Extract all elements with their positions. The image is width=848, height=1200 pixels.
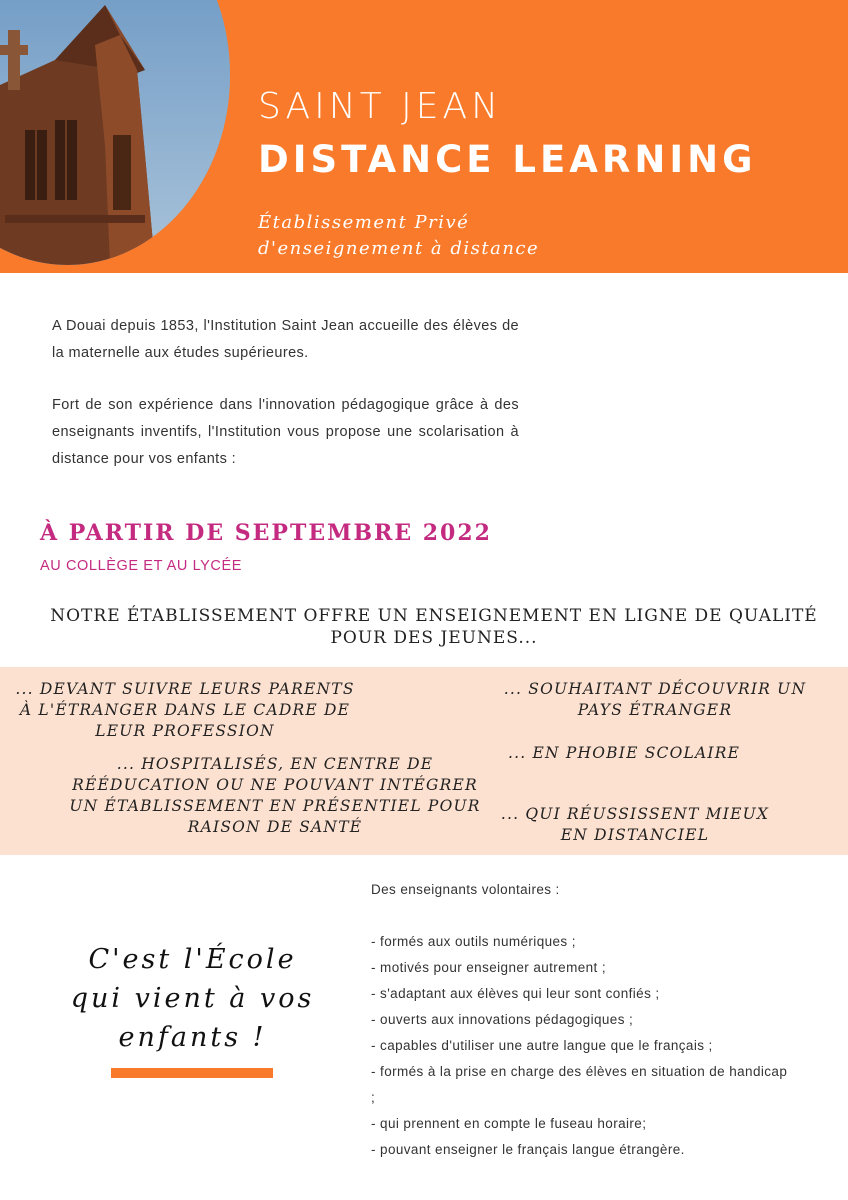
subtitle-line1: Établissement Privé — [258, 212, 470, 233]
audience-school-phobia: ... EN PHOBIE SCOLAIRE — [508, 744, 741, 762]
teacher-item: - ouverts aux innovations pédagogiques ; — [371, 1012, 634, 1027]
teacher-item: - s'adaptant aux élèves qui leur sont confiés ; — [371, 986, 660, 1001]
teacher-item: - motivés pour enseigner autrement ; — [371, 960, 607, 975]
church-tower-illustration — [0, 0, 230, 265]
audience-expat-parents: ... DEVANT SUIVRE LEURS PARENTS À L'ÉTRANGER DANS LE CADRE DE LEUR PROFESSION — [15, 680, 355, 740]
audience-hospitalized: ... HOSPITALISÉS, EN CENTRE DE RÉÉDUCATION OU NE POUVANT INTÉGRER UN ÉTABLISSEMENT EN PRÉSENTIEL POUR RAISON DE SANTÉ — [69, 755, 481, 836]
audience-better-remote: ... QUI RÉUSSISSENT MIEUX EN DISTANCIEL — [500, 805, 770, 844]
church-photo — [0, 0, 230, 265]
title-line2: DISTANCE LEARNING — [258, 138, 757, 181]
slogan-underline — [111, 1068, 273, 1078]
teachers-intro: Des enseignants volontaires : — [371, 882, 560, 897]
teacher-item: - formés aux outils numériques ; — [371, 934, 576, 949]
slogan-line1: C'est l'École — [88, 944, 297, 975]
audience-discover-country: ... SOUHAITANT DÉCOUVRIR UN PAYS ÉTRANGER — [503, 680, 807, 719]
slogan-line3: enfants ! — [118, 1022, 267, 1053]
offer-heading: NOTRE ÉTABLISSEMENT OFFRE UN ENSEIGNEMENT EN LIGNE DE QUALITÉ POUR DES JEUNES... — [50, 606, 818, 648]
september-heading: À PARTIR DE SEPTEMBRE 2022 — [40, 520, 492, 546]
slogan-line2: qui vient à vos — [70, 983, 315, 1014]
teachers-list — [371, 877, 791, 1163]
slogan — [60, 940, 325, 1057]
september-subheading: AU COLLÈGE ET AU LYCÉE — [40, 558, 243, 574]
header-subtitle — [258, 210, 539, 262]
subtitle-line2: d'enseignement à distance — [258, 238, 540, 259]
teacher-item: - formés à la prise en charge des élèves en situation de handicap ; — [371, 1064, 788, 1105]
teacher-item: - qui prennent en compte le fuseau horaire; — [371, 1116, 647, 1131]
title-line1: SAINT JEAN — [258, 86, 503, 127]
intro-paragraph-2: Fort de son expérience dans l'innovation pédagogique grâce à des enseignants inventifs, l'Institution vous propose une scolarisation à distance pour vos enfants : — [52, 397, 519, 467]
header-banner — [0, 0, 848, 273]
intro-paragraph-1: A Douai depuis 1853, l'Institution Saint Jean accueille des élèves de la maternelle aux études supérieures. — [52, 318, 519, 361]
teacher-item: - capables d'utiliser une autre langue que le français ; — [371, 1038, 713, 1053]
teacher-item: - pouvant enseigner le français langue étrangère. — [371, 1142, 685, 1157]
